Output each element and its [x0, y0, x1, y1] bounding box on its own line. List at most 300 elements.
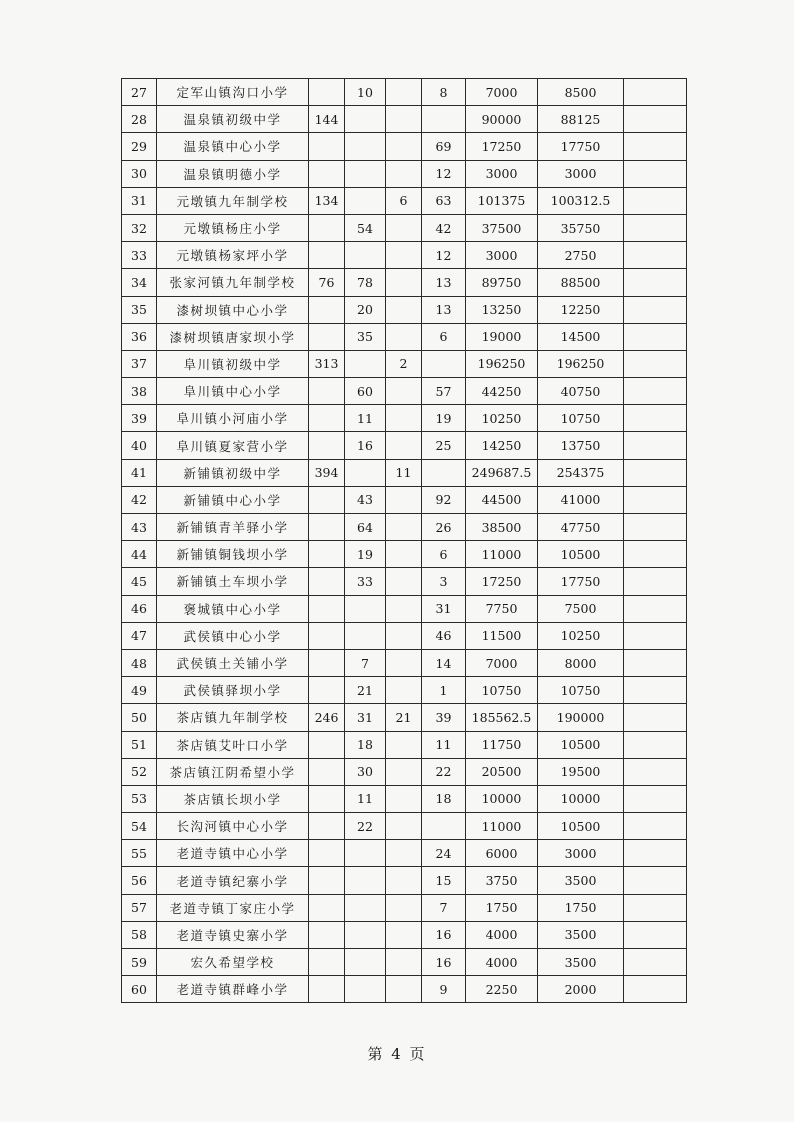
row-number-cell: 54: [122, 813, 157, 840]
col-3-cell: [386, 622, 422, 649]
col-1-cell: [309, 242, 345, 269]
col-3-cell: [386, 976, 422, 1003]
col-5-cell: 4000: [466, 949, 538, 976]
col-7-cell: [624, 568, 687, 595]
row-number-cell: 38: [122, 378, 157, 405]
school-name-cell: 元墩镇杨庄小学: [157, 214, 309, 241]
col-7-cell: [624, 350, 687, 377]
col-6-cell: 196250: [538, 350, 624, 377]
col-6-cell: 3500: [538, 867, 624, 894]
table-row: [122, 350, 687, 377]
school-name-cell: 阜川镇夏家营小学: [157, 432, 309, 459]
col-6-cell: 3500: [538, 949, 624, 976]
school-name-cell: 老道寺镇中心小学: [157, 840, 309, 867]
col-4-cell: 18: [422, 785, 466, 812]
col-3-cell: [386, 649, 422, 676]
table-row: [122, 840, 687, 867]
school-name-cell: 老道寺镇丁家庄小学: [157, 894, 309, 921]
table-row: [122, 949, 687, 976]
col-3-cell: [386, 514, 422, 541]
school-name-cell: 茶店镇江阴希望小学: [157, 758, 309, 785]
col-3-cell: [386, 758, 422, 785]
col-3-cell: [386, 214, 422, 241]
col-7-cell: [624, 677, 687, 704]
col-6-cell: 35750: [538, 214, 624, 241]
col-1-cell: 313: [309, 350, 345, 377]
col-1-cell: [309, 214, 345, 241]
col-3-cell: [386, 133, 422, 160]
col-4-cell: 13: [422, 296, 466, 323]
col-5-cell: 17250: [466, 133, 538, 160]
table-row: [122, 459, 687, 486]
col-7-cell: [624, 976, 687, 1003]
school-name-cell: 新铺镇中心小学: [157, 486, 309, 513]
col-1-cell: 134: [309, 187, 345, 214]
col-2-cell: [345, 949, 386, 976]
col-7-cell: [624, 459, 687, 486]
col-2-cell: 60: [345, 378, 386, 405]
col-7-cell: [624, 296, 687, 323]
col-5-cell: 44250: [466, 378, 538, 405]
row-number-cell: 58: [122, 921, 157, 948]
col-1-cell: [309, 378, 345, 405]
col-1-cell: [309, 758, 345, 785]
table-row: [122, 296, 687, 323]
col-1-cell: [309, 296, 345, 323]
col-3-cell: [386, 269, 422, 296]
col-4-cell: [422, 106, 466, 133]
row-number-cell: 56: [122, 867, 157, 894]
row-number-cell: 40: [122, 432, 157, 459]
col-2-cell: 20: [345, 296, 386, 323]
col-6-cell: 17750: [538, 133, 624, 160]
col-7-cell: [624, 758, 687, 785]
col-6-cell: 47750: [538, 514, 624, 541]
table-row: [122, 432, 687, 459]
col-5-cell: 101375: [466, 187, 538, 214]
school-name-cell: 老道寺镇群峰小学: [157, 976, 309, 1003]
row-number-cell: 49: [122, 677, 157, 704]
col-6-cell: 10500: [538, 813, 624, 840]
col-1-cell: [309, 595, 345, 622]
school-name-cell: 新铺镇初级中学: [157, 459, 309, 486]
col-4-cell: 42: [422, 214, 466, 241]
col-1-cell: [309, 486, 345, 513]
col-4-cell: 8: [422, 79, 466, 106]
school-name-cell: 新铺镇青羊驿小学: [157, 514, 309, 541]
col-3-cell: [386, 813, 422, 840]
col-2-cell: [345, 106, 386, 133]
table-row: [122, 813, 687, 840]
row-number-cell: 37: [122, 350, 157, 377]
col-1-cell: 144: [309, 106, 345, 133]
col-6-cell: 40750: [538, 378, 624, 405]
col-4-cell: 1: [422, 677, 466, 704]
col-2-cell: 11: [345, 785, 386, 812]
table-row: [122, 514, 687, 541]
col-2-cell: [345, 459, 386, 486]
school-name-cell: 新铺镇土车坝小学: [157, 568, 309, 595]
col-7-cell: [624, 405, 687, 432]
col-6-cell: 12250: [538, 296, 624, 323]
col-4-cell: 3: [422, 568, 466, 595]
col-3-cell: [386, 921, 422, 948]
col-2-cell: 7: [345, 649, 386, 676]
col-6-cell: 3000: [538, 840, 624, 867]
col-5-cell: 6000: [466, 840, 538, 867]
col-3-cell: [386, 568, 422, 595]
col-6-cell: 2750: [538, 242, 624, 269]
col-2-cell: [345, 595, 386, 622]
col-1-cell: [309, 79, 345, 106]
col-3-cell: [386, 595, 422, 622]
col-7-cell: [624, 541, 687, 568]
col-1-cell: [309, 432, 345, 459]
col-2-cell: 31: [345, 704, 386, 731]
table-row: [122, 160, 687, 187]
col-6-cell: 10750: [538, 405, 624, 432]
school-name-cell: 茶店镇艾叶口小学: [157, 731, 309, 758]
school-name-cell: 老道寺镇纪寨小学: [157, 867, 309, 894]
table-row: [122, 731, 687, 758]
col-2-cell: [345, 840, 386, 867]
col-4-cell: 22: [422, 758, 466, 785]
col-6-cell: 41000: [538, 486, 624, 513]
col-7-cell: [624, 378, 687, 405]
col-1-cell: [309, 514, 345, 541]
col-1-cell: [309, 541, 345, 568]
school-name-cell: 定军山镇沟口小学: [157, 79, 309, 106]
col-1-cell: [309, 921, 345, 948]
col-4-cell: 6: [422, 541, 466, 568]
table-row: [122, 568, 687, 595]
col-3-cell: [386, 486, 422, 513]
col-6-cell: 3500: [538, 921, 624, 948]
col-1-cell: [309, 323, 345, 350]
col-4-cell: 14: [422, 649, 466, 676]
row-number-cell: 55: [122, 840, 157, 867]
col-3-cell: 21: [386, 704, 422, 731]
school-name-cell: 老道寺镇史寨小学: [157, 921, 309, 948]
col-6-cell: 17750: [538, 568, 624, 595]
col-7-cell: [624, 894, 687, 921]
col-4-cell: 92: [422, 486, 466, 513]
col-3-cell: [386, 106, 422, 133]
col-4-cell: 69: [422, 133, 466, 160]
col-2-cell: [345, 976, 386, 1003]
col-6-cell: 254375: [538, 459, 624, 486]
school-name-cell: 茶店镇九年制学校: [157, 704, 309, 731]
col-6-cell: 8500: [538, 79, 624, 106]
col-7-cell: [624, 79, 687, 106]
col-4-cell: [422, 350, 466, 377]
col-1-cell: [309, 731, 345, 758]
school-name-cell: 武侯镇驿坝小学: [157, 677, 309, 704]
school-funding-table: [121, 78, 687, 1003]
col-3-cell: [386, 867, 422, 894]
col-2-cell: 11: [345, 405, 386, 432]
col-1-cell: [309, 894, 345, 921]
col-3-cell: [386, 79, 422, 106]
table-row: [122, 649, 687, 676]
col-1-cell: [309, 649, 345, 676]
col-5-cell: 4000: [466, 921, 538, 948]
col-7-cell: [624, 595, 687, 622]
col-3-cell: [386, 160, 422, 187]
col-3-cell: [386, 296, 422, 323]
col-5-cell: 44500: [466, 486, 538, 513]
row-number-cell: 28: [122, 106, 157, 133]
col-7-cell: [624, 840, 687, 867]
col-1-cell: [309, 867, 345, 894]
row-number-cell: 31: [122, 187, 157, 214]
col-7-cell: [624, 432, 687, 459]
table-body: [122, 79, 687, 1003]
col-1-cell: 246: [309, 704, 345, 731]
table-row: [122, 187, 687, 214]
school-name-cell: 武侯镇土关铺小学: [157, 649, 309, 676]
table-row: [122, 486, 687, 513]
col-2-cell: 35: [345, 323, 386, 350]
school-name-cell: 温泉镇中心小学: [157, 133, 309, 160]
col-7-cell: [624, 867, 687, 894]
col-4-cell: 15: [422, 867, 466, 894]
col-5-cell: 7000: [466, 79, 538, 106]
col-3-cell: 11: [386, 459, 422, 486]
table-row: [122, 867, 687, 894]
row-number-cell: 39: [122, 405, 157, 432]
col-4-cell: 16: [422, 949, 466, 976]
col-2-cell: [345, 921, 386, 948]
col-4-cell: 16: [422, 921, 466, 948]
col-3-cell: [386, 677, 422, 704]
col-1-cell: 76: [309, 269, 345, 296]
col-6-cell: 8000: [538, 649, 624, 676]
col-1-cell: [309, 949, 345, 976]
col-5-cell: 38500: [466, 514, 538, 541]
col-2-cell: 16: [345, 432, 386, 459]
col-1-cell: [309, 813, 345, 840]
col-6-cell: 3000: [538, 160, 624, 187]
col-7-cell: [624, 785, 687, 812]
col-4-cell: 63: [422, 187, 466, 214]
table-row: [122, 323, 687, 350]
col-6-cell: 190000: [538, 704, 624, 731]
school-name-cell: 褒城镇中心小学: [157, 595, 309, 622]
row-number-cell: 57: [122, 894, 157, 921]
col-7-cell: [624, 622, 687, 649]
col-7-cell: [624, 813, 687, 840]
table-row: [122, 894, 687, 921]
row-number-cell: 44: [122, 541, 157, 568]
row-number-cell: 52: [122, 758, 157, 785]
col-4-cell: 12: [422, 160, 466, 187]
col-4-cell: [422, 459, 466, 486]
school-name-cell: 元墩镇九年制学校: [157, 187, 309, 214]
col-3-cell: [386, 949, 422, 976]
table-row: [122, 79, 687, 106]
col-2-cell: 21: [345, 677, 386, 704]
col-3-cell: [386, 541, 422, 568]
col-5-cell: 2250: [466, 976, 538, 1003]
col-2-cell: [345, 160, 386, 187]
school-name-cell: 茶店镇长坝小学: [157, 785, 309, 812]
col-6-cell: 100312.5: [538, 187, 624, 214]
col-5-cell: 10000: [466, 785, 538, 812]
col-2-cell: [345, 894, 386, 921]
table-row: [122, 677, 687, 704]
row-number-cell: 46: [122, 595, 157, 622]
row-number-cell: 29: [122, 133, 157, 160]
col-5-cell: 10750: [466, 677, 538, 704]
table-row: [122, 133, 687, 160]
col-5-cell: 196250: [466, 350, 538, 377]
col-2-cell: 10: [345, 79, 386, 106]
col-7-cell: [624, 486, 687, 513]
school-name-cell: 温泉镇初级中学: [157, 106, 309, 133]
col-6-cell: 1750: [538, 894, 624, 921]
school-name-cell: 阜川镇中心小学: [157, 378, 309, 405]
col-6-cell: 10500: [538, 541, 624, 568]
col-1-cell: [309, 622, 345, 649]
col-1-cell: [309, 160, 345, 187]
table-row: [122, 541, 687, 568]
col-5-cell: 249687.5: [466, 459, 538, 486]
col-6-cell: 10750: [538, 677, 624, 704]
school-name-cell: 长沟河镇中心小学: [157, 813, 309, 840]
col-4-cell: 12: [422, 242, 466, 269]
col-2-cell: 43: [345, 486, 386, 513]
col-2-cell: [345, 242, 386, 269]
col-4-cell: 6: [422, 323, 466, 350]
row-number-cell: 59: [122, 949, 157, 976]
col-6-cell: 13750: [538, 432, 624, 459]
table-row: [122, 378, 687, 405]
col-7-cell: [624, 731, 687, 758]
table-row: [122, 595, 687, 622]
col-4-cell: 19: [422, 405, 466, 432]
row-number-cell: 33: [122, 242, 157, 269]
col-3-cell: [386, 731, 422, 758]
col-4-cell: 46: [422, 622, 466, 649]
col-2-cell: [345, 187, 386, 214]
col-5-cell: 7750: [466, 595, 538, 622]
col-4-cell: 11: [422, 731, 466, 758]
col-3-cell: [386, 242, 422, 269]
row-number-cell: 41: [122, 459, 157, 486]
col-2-cell: 64: [345, 514, 386, 541]
col-3-cell: [386, 432, 422, 459]
school-name-cell: 温泉镇明德小学: [157, 160, 309, 187]
col-5-cell: 11000: [466, 813, 538, 840]
col-1-cell: [309, 677, 345, 704]
col-3-cell: [386, 378, 422, 405]
row-number-cell: 43: [122, 514, 157, 541]
col-5-cell: 1750: [466, 894, 538, 921]
col-7-cell: [624, 323, 687, 350]
col-3-cell: [386, 323, 422, 350]
col-3-cell: [386, 405, 422, 432]
col-2-cell: [345, 867, 386, 894]
table-row: [122, 921, 687, 948]
row-number-cell: 45: [122, 568, 157, 595]
col-5-cell: 90000: [466, 106, 538, 133]
page-number: 第 4 页: [367, 1045, 427, 1063]
table-row: [122, 405, 687, 432]
school-name-cell: 元墩镇杨家坪小学: [157, 242, 309, 269]
row-number-cell: 51: [122, 731, 157, 758]
col-7-cell: [624, 106, 687, 133]
col-2-cell: 18: [345, 731, 386, 758]
col-2-cell: 30: [345, 758, 386, 785]
col-5-cell: 19000: [466, 323, 538, 350]
row-number-cell: 53: [122, 785, 157, 812]
school-name-cell: 新铺镇铜钱坝小学: [157, 541, 309, 568]
col-2-cell: 54: [345, 214, 386, 241]
col-2-cell: 78: [345, 269, 386, 296]
col-4-cell: 57: [422, 378, 466, 405]
col-5-cell: 89750: [466, 269, 538, 296]
table-row: [122, 622, 687, 649]
col-6-cell: 88500: [538, 269, 624, 296]
col-5-cell: 14250: [466, 432, 538, 459]
col-4-cell: 13: [422, 269, 466, 296]
school-name-cell: 阜川镇初级中学: [157, 350, 309, 377]
col-1-cell: [309, 785, 345, 812]
col-2-cell: 19: [345, 541, 386, 568]
col-1-cell: [309, 976, 345, 1003]
col-1-cell: [309, 405, 345, 432]
col-6-cell: 10500: [538, 731, 624, 758]
row-number-cell: 42: [122, 486, 157, 513]
row-number-cell: 27: [122, 79, 157, 106]
col-7-cell: [624, 514, 687, 541]
col-6-cell: 10000: [538, 785, 624, 812]
col-5-cell: 11750: [466, 731, 538, 758]
col-5-cell: 11000: [466, 541, 538, 568]
col-6-cell: 10250: [538, 622, 624, 649]
col-4-cell: 39: [422, 704, 466, 731]
table-row: [122, 704, 687, 731]
col-2-cell: [345, 350, 386, 377]
col-5-cell: 37500: [466, 214, 538, 241]
col-5-cell: 3000: [466, 242, 538, 269]
col-4-cell: 25: [422, 432, 466, 459]
col-5-cell: 3000: [466, 160, 538, 187]
col-3-cell: [386, 785, 422, 812]
col-7-cell: [624, 704, 687, 731]
col-4-cell: 31: [422, 595, 466, 622]
col-4-cell: 26: [422, 514, 466, 541]
school-name-cell: 漆树坝镇中心小学: [157, 296, 309, 323]
row-number-cell: 32: [122, 214, 157, 241]
row-number-cell: 60: [122, 976, 157, 1003]
col-2-cell: [345, 133, 386, 160]
col-1-cell: [309, 133, 345, 160]
col-1-cell: [309, 568, 345, 595]
col-2-cell: 22: [345, 813, 386, 840]
col-5-cell: 20500: [466, 758, 538, 785]
col-4-cell: [422, 813, 466, 840]
col-6-cell: 14500: [538, 323, 624, 350]
col-4-cell: 24: [422, 840, 466, 867]
col-5-cell: 3750: [466, 867, 538, 894]
col-5-cell: 185562.5: [466, 704, 538, 731]
col-4-cell: 9: [422, 976, 466, 1003]
col-7-cell: [624, 187, 687, 214]
table-row: [122, 106, 687, 133]
col-5-cell: 13250: [466, 296, 538, 323]
